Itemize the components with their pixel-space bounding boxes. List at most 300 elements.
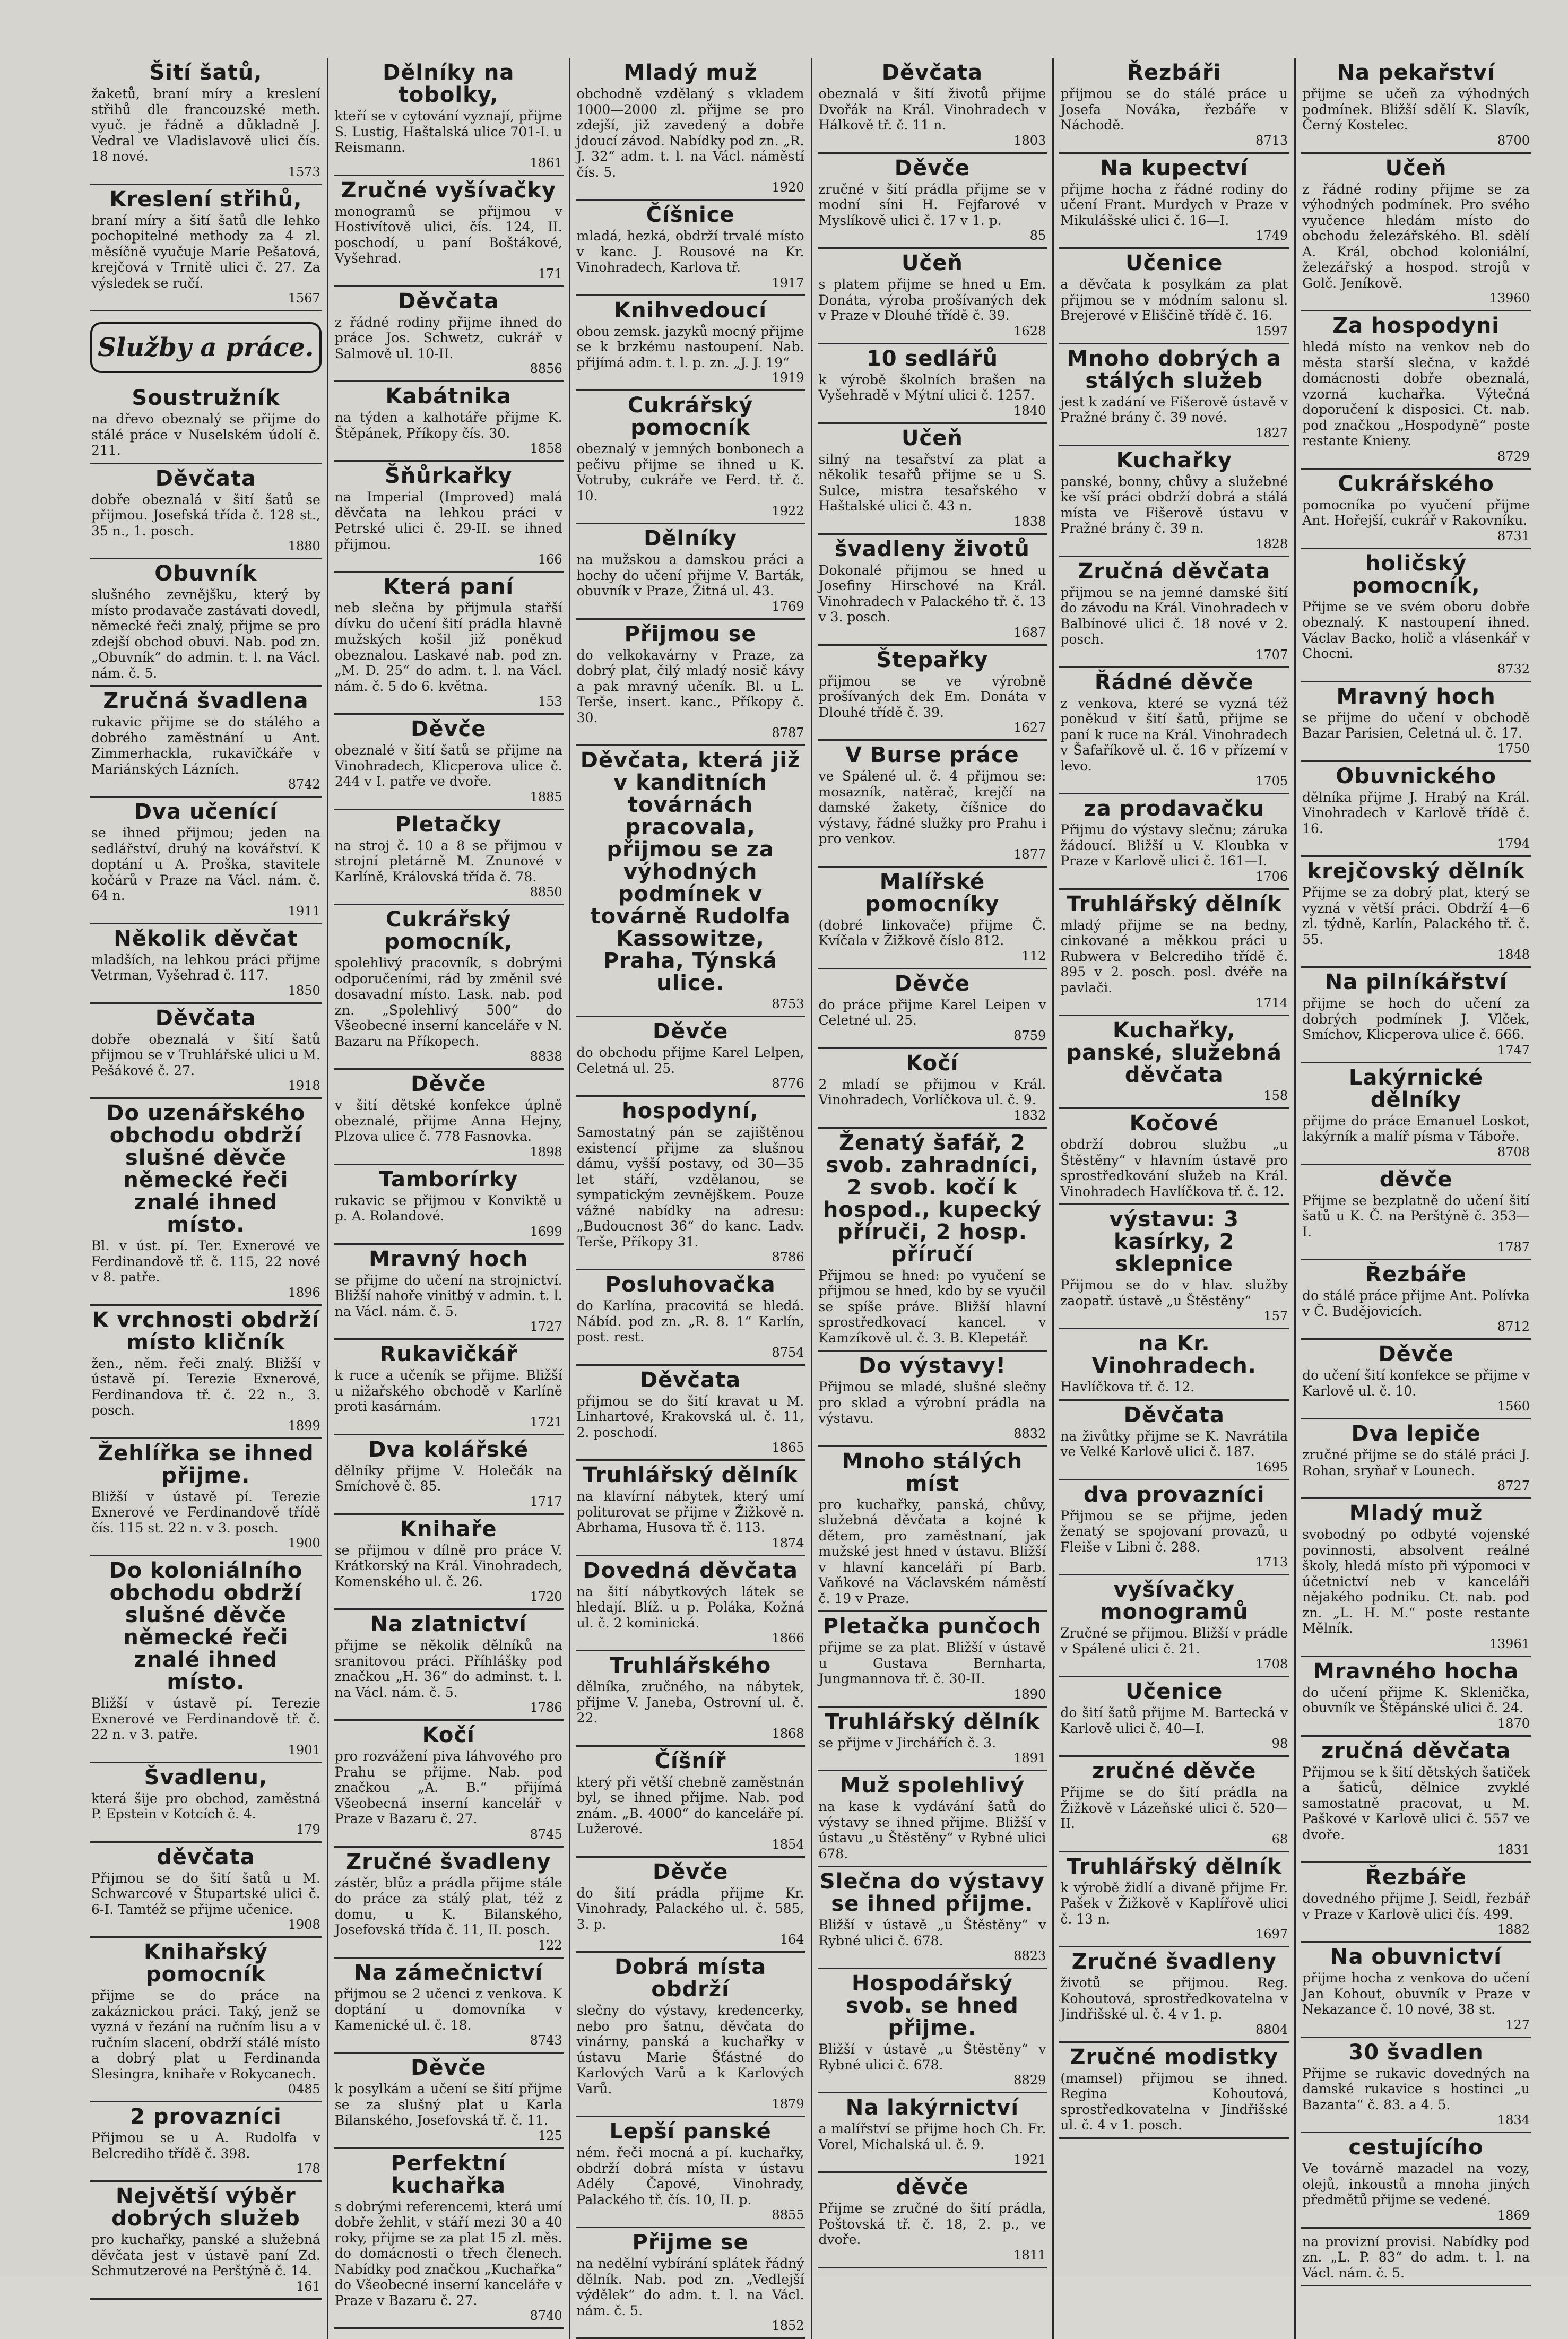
- ad-number: 8754: [772, 1345, 804, 1360]
- ad-title: Truhlářský dělník: [1066, 1854, 1282, 1879]
- ad-body: zástěr, blůz a prádla přijme stále do práce za stálý plat, též z domu, u K. Bilanského, Josefovská třída č. 11, II. posch.: [334, 1875, 562, 1937]
- ad-title: Na lakýrnictví: [845, 2095, 1019, 2120]
- ad-title: Zručná děvčata: [1078, 559, 1271, 584]
- ad-column: [1294, 58, 1536, 2339]
- ad-number: 1840: [1013, 403, 1046, 418]
- ad-body: obdrží dobrou službu „u Štěstěny“ v hlavním ústavě pro sprostředkování služeb na Král. Vinohradech Havlíčkova tř. č. 12.: [1060, 1137, 1288, 1199]
- ad-body: dělníky přijme V. Holečák na Smíchově č. 85.: [334, 1462, 562, 1494]
- ad-body: Přijmou se do šití šatů u M. Schwarcové v Štupartské ulici č. 6-I. Tamtéž se přijme učenice.: [91, 1870, 320, 1917]
- ad-title: Na zlatnictví: [370, 1612, 527, 1636]
- ad-column: [327, 58, 569, 2339]
- ad-body: na provizní provisi. Nabídky pod zn. „L. P. 83“ do adm. t. l. na Václ. nám. č. 5.: [1302, 2233, 1530, 2281]
- ad-body: dělníka, zručného, na nábytek, přijme V. Janeba, Ostrovní ul. č. 22.: [576, 1679, 804, 1726]
- ad-number: 1727: [530, 1319, 562, 1334]
- ad-number: 8727: [1497, 1478, 1530, 1493]
- ad-number: 1880: [288, 539, 320, 553]
- ad-body: žen., něm. řeči znalý. Bližší v ústavě pí. Terezie Exnerové, Ferdinandova tř. č. 22 n., 3. posch.: [91, 1355, 320, 1418]
- classified-ad: [818, 2093, 1047, 2173]
- ad-body: k posylkám a učení se šití přijme se za slušný plat u Karla Bilanského, Josefovská tř. č. 11.: [334, 2081, 562, 2128]
- ad-title: Učenice: [1125, 1679, 1223, 1704]
- ad-body: která šije pro obchod, zaměstná P. Epstein v Kotcích č. 4.: [91, 1790, 320, 1822]
- ad-body: přijme hocha z venkova do učení Jan Kohout, obuvník v Praze v Nekazance č. 10 nové, 38 st.: [1302, 1970, 1530, 2017]
- ad-body: na živůtky přijme se K. Navrátila ve Velké Karlově ulici č. 187.: [1060, 1428, 1288, 1459]
- classified-ad: [90, 687, 322, 798]
- ad-body: do práce přijme Karel Leipen v Celetné ul. 25.: [818, 997, 1046, 1028]
- classified-ad: [90, 185, 322, 312]
- classified-ad: [90, 1938, 322, 2102]
- ad-number: 1708: [1255, 1657, 1288, 1671]
- ad-body: s dobrými referencemi, která umí dobře žehlit, v stáří mezi 30 a 40 roky, přijme se za plat 15 zl. měs. do domácnosti o třech členech. Nabídky pod značkou „Kuchařka“ do Všeobecné inserní kanceláře v Praze v Bazaru č. 27.: [334, 2198, 562, 2308]
- ad-body: ve Spálené ul. č. 4 přijmou se: mosazník, natěrač, krejčí na damské žakety, číšnice do výstavy, řádné služky pro Prahu i pro venkov.: [818, 768, 1046, 846]
- ad-body: obeznalé v šití šatů se přijme na Vinohradech, Klicperova ulice č. 244 v I. patře ve dvoře.: [334, 742, 562, 789]
- ad-number: 1695: [1255, 1459, 1288, 1475]
- ad-body: přijme se učeň za výhodných podmínek. Bližší sdělí K. Slavík, Černý Kostelec.: [1302, 86, 1530, 133]
- ad-body: mladších, na lehkou práci přijme Vetrman, Vyšehrad č. 117.: [91, 951, 320, 983]
- ad-number: 8731: [1497, 528, 1530, 543]
- ad-number: 1827: [1255, 425, 1288, 440]
- ad-number: 1687: [1013, 625, 1046, 640]
- ad-number: 1898: [530, 1144, 562, 1159]
- classified-ad: [334, 462, 564, 573]
- ad-body: mladá, hezká, obdrží trvalé místo v kanc. J. Rousové na Kr. Vinohradech, Karlova tř.: [576, 228, 804, 275]
- classified-ad: [90, 559, 322, 687]
- ad-title: Pletačky: [395, 812, 502, 837]
- classified-ad: [576, 2228, 805, 2339]
- ad-number: 1628: [1013, 323, 1046, 339]
- ad-number: 0485: [288, 2082, 320, 2097]
- classified-ad: [818, 741, 1047, 868]
- ad-body: k výrobě školních brašen na Vyšehradě v Mýtní ulici č. 1257.: [818, 371, 1046, 403]
- classified-ad: [818, 1708, 1047, 1772]
- classified-ad: [818, 1969, 1047, 2093]
- ad-title: švadleny životů: [834, 536, 1030, 561]
- ad-number: 1794: [1497, 836, 1530, 851]
- ad-body: pro rozvážení piva láhvového pro Prahu se přijme. Nab. pod značkou „A. B.“ přijímá Všeobecná inserní kancelář v Praze v Bazaru č. 27.: [334, 1748, 562, 1826]
- ad-body: Přijmu do výstavy slečnu; záruka žádoucí. Bližší u V. Kloubka v Praze v Karlově ulici č. 161—I.: [1060, 822, 1288, 869]
- classified-ad: [1301, 1063, 1531, 1165]
- ad-title: Řezbáře: [1365, 1865, 1467, 1890]
- ad-body: do velkokavárny v Praze, za dobrý plat, čilý mladý nosič kávy a pak mravný učeník. Bl. u L. Terše, insert. kanc., Příkopy č. 30.: [576, 647, 804, 725]
- ad-body: přijme hocha z řádné rodiny do učení Frant. Murdych v Praze v Mikulášské ulici č. 16—I.: [1060, 181, 1288, 228]
- ad-title: Kočové: [1129, 1111, 1219, 1136]
- ad-title: Posluhovačka: [605, 1272, 776, 1297]
- ad-title: Lakýrnické dělníky: [1348, 1065, 1484, 1112]
- ad-body: Přijmou se hned: po vyučení se přijmou se hned, kdo by se vyučil se spíše práve. Bližší hlavní sprostředkovací kancel. v Kamzíkově ul. č. 3. B. Klepetář.: [818, 1267, 1046, 1346]
- ad-title: Truhlářský dělník: [1066, 891, 1282, 916]
- ad-body: spolehlivý pracovník, s dobrými odporučeními, rád by změnil své dosavadní místo. Lask. nab. pod zn. „Spolehlivý 500“ do Všeobecné inserní kanceláře v N. Bazaru na Příkopech.: [334, 955, 562, 1049]
- classified-ad: [334, 1340, 564, 1435]
- ad-title: Učeň: [902, 251, 963, 275]
- ad-number: 8742: [288, 777, 320, 792]
- ad-number: 8740: [530, 2308, 562, 2323]
- ad-body: Ve továrně mazadel na vozy, olejů, inkoustů a mnoha jiných předmětů přijme se vedené.: [1302, 2161, 1530, 2207]
- classified-ad: [1059, 446, 1289, 557]
- ad-body: Přijme se rukavic dovedných na damské rukavice s hostinci „u Bazanta“ č. 83. a 4. 5.: [1302, 2065, 1530, 2112]
- classified-ad: [818, 344, 1047, 424]
- ad-number: 1699: [530, 1224, 562, 1239]
- ad-body: silný na tesařství za plat a několik tesařů přijme se u S. Sulce, mistra tesařského v Haštalské ulici č. 43 n.: [818, 451, 1046, 514]
- classified-ad: [1059, 1947, 1289, 2043]
- ad-title: Zručné modistky: [1070, 2045, 1279, 2069]
- ad-title: Zručné švadleny: [346, 1849, 551, 1874]
- ad-body: na mužskou a damskou práci a hochy do učení přijme V. Barták, obuvník v Praze, Žitná ul. 43.: [576, 552, 804, 599]
- ad-title: Řezbáři: [1127, 60, 1222, 85]
- classified-ad: [1301, 549, 1531, 682]
- ad-column: [85, 58, 327, 2339]
- ad-title: Děvče: [652, 1019, 729, 1044]
- ad-title: Učenice: [1125, 251, 1223, 275]
- ad-body: přijmou se 2 učenci z venkova. K doptání u domovníka v Kamenické ul. č. 18.: [334, 1986, 562, 2033]
- ad-title: Žehlířka se ihned přijme.: [98, 1441, 314, 1488]
- ad-number: 8855: [772, 2207, 804, 2222]
- classified-ad: [1301, 682, 1531, 762]
- ad-number: 1899: [288, 1418, 320, 1433]
- ad-number: 157: [1263, 1309, 1288, 1323]
- ad-body: přijme se několik dělníků na sranitovou práci. Příhlášky pod značkou „H. 36“ do adminst. t. l. na Václ. nám. č. 5.: [334, 1638, 562, 1700]
- classified-ad: [334, 2149, 564, 2329]
- classified-ad: [1059, 1109, 1289, 1205]
- ad-number: 1707: [1255, 647, 1288, 662]
- ad-title: Obuvnického: [1336, 764, 1496, 789]
- classified-ad: [334, 287, 564, 383]
- ad-body: Bližší v ústavě „u Štěstěny“ v Rybné ulici č. 678.: [818, 1917, 1046, 1948]
- ad-body: Přijme se za dobrý plat, který se vyzná v větší práci. Obdrží 4—6 zl. týdně, Karlín, Palackého tř. č. 55.: [1302, 885, 1530, 947]
- ad-title: cestujícího: [1348, 2135, 1484, 2160]
- ad-number: 1769: [772, 599, 804, 614]
- ad-title: Mnoho stálých míst: [842, 1449, 1023, 1496]
- ad-title: Největší výběr dobrých služeb: [111, 2184, 300, 2231]
- ad-body: Bl. v úst. pí. Ter. Exnerové ve Ferdinandově tř. č. 115, 22 nové v 8. patře.: [91, 1238, 320, 1285]
- ad-body: k výrobě židlí a divaně přijme Fr. Pašek v Žižkově v Kaplířově ulici č. 13 n.: [1060, 1879, 1288, 1927]
- ad-title: Řezbáře: [1365, 1262, 1467, 1287]
- ad-number: 1831: [1497, 1842, 1530, 1857]
- ad-body: Přijmou se do v hlav. služby zaopatř. ústavě „u Štěstěny“: [1060, 1277, 1288, 1309]
- ad-title: Mravný hoch: [369, 1246, 529, 1271]
- ad-title: Truhlářský dělník: [825, 1709, 1040, 1734]
- classified-ad: [1059, 1575, 1289, 1677]
- ad-title: Mravného hocha: [1313, 1659, 1519, 1684]
- ad-title: vyšívačky monogramů: [1099, 1578, 1249, 1624]
- ad-title: Muž spolehlivý: [839, 1773, 1025, 1798]
- ad-body: braní míry a šití šatů dle lehko pochopitelné methody za 4 zl. měsíčně vyučuje Marie Pešatová, krejčová v Trnitě ulici č. 27. Za výsledek se ručí.: [91, 212, 320, 291]
- ad-number: 1882: [1497, 1922, 1530, 1937]
- ad-body: na týden a kalhotáře přijme K. Štěpánek, Příkopy čís. 30.: [334, 410, 562, 441]
- ad-body: Přijmou se k šití dětských šatiček a šaticů, dělnice zvyklé samostatně pracovat, u M. Paškové v Karlově ulici č. 557 ve dvoře.: [1302, 1764, 1530, 1842]
- ad-number: 8700: [1497, 133, 1530, 148]
- classified-ad: [90, 924, 322, 1004]
- ad-number: 8713: [1255, 133, 1288, 148]
- classified-ad: [334, 1245, 564, 1340]
- ad-body: a děvčata k posylkám za plat přijmou se v módním salonu sl. Brejerové v Eliščině třídě č. 16.: [1060, 276, 1288, 323]
- ad-title: Hospodářský svob. se hned přijme.: [846, 1971, 1019, 2040]
- ad-body: se přijme v Jirchářích č. 3.: [818, 1735, 997, 1751]
- ad-body: a malířství se přijme hoch Ch. Fr. Vorel, Michalská ul. č. 9.: [818, 2121, 1046, 2152]
- ad-body: přijmou se do šití kravat u M. Linhartové, Krakovská ul. č. 11, 2. poschodí.: [576, 1393, 804, 1440]
- ad-title: krejčovský dělník: [1307, 859, 1525, 883]
- ad-body: se přijmou v dílně pro práce V. Krátkorský na Král. Vinohradech, Komenského ul. č. 26.: [334, 1542, 562, 1589]
- ad-number: 112: [1021, 948, 1046, 964]
- ad-number: 8832: [1013, 1426, 1046, 1441]
- classified-ad: [1301, 1943, 1531, 2038]
- ad-body: na dřevo obeznalý se přijme do stálé práce v Nuselském údolí č. 211.: [91, 411, 320, 458]
- ad-body: se přijme do učení na strojnictví. Bližší nahoře vinitbý v admin. t. l. na Václ. nám. č. 5.: [334, 1272, 562, 1319]
- ad-title: Děvče: [652, 1859, 729, 1884]
- classified-ad: [90, 2102, 322, 2182]
- ad-number: 1747: [1497, 1042, 1530, 1058]
- ad-title: V Burse práce: [845, 743, 1019, 767]
- ad-title: Malířské pomocníky: [865, 869, 1000, 916]
- ad-number: 1750: [1497, 741, 1530, 756]
- classified-ad: [576, 1270, 805, 1366]
- ad-number: 1874: [772, 1535, 804, 1550]
- classified-ad: [1059, 557, 1289, 668]
- ad-title: Lepší panské: [609, 2119, 772, 2144]
- classified-ad: [1301, 1863, 1531, 1943]
- ad-number: 1567: [288, 291, 320, 306]
- ad-number: 179: [296, 1822, 320, 1837]
- ad-number: 1560: [1497, 1399, 1530, 1414]
- ad-body: Zručné se přijmou. Bližší v prádle v Spálené ulici č. 21.: [1060, 1625, 1288, 1657]
- classified-ad: [576, 201, 805, 296]
- ad-body: dobře obeznalá v šití šatů se přijmou. Josefská třída č. 128 st., 35 n., 1. posch.: [91, 491, 320, 539]
- ad-body: Přijmou se mladé, slušné slečny pro sklad a výrobní prádla na výstavu.: [818, 1379, 1046, 1426]
- ad-number: 125: [538, 2128, 562, 2143]
- ad-number: 1921: [1013, 2152, 1046, 2167]
- classified-ad: [1301, 1165, 1531, 1261]
- classified-ad: [576, 1858, 805, 1953]
- classified-ad: [576, 391, 805, 524]
- ad-number: 1900: [288, 1536, 320, 1550]
- ad-body: kteří se v cytování vyznají, přijme S. Lustig, Haštalská ulice 701-I. u Reismann.: [334, 108, 562, 155]
- classified-ad: [334, 1848, 564, 1959]
- ad-number: 1885: [530, 789, 562, 804]
- ad-title: Rukavičkář: [379, 1342, 518, 1366]
- ad-title: Přijme se: [632, 2230, 749, 2255]
- ad-number: 1832: [1013, 1107, 1046, 1123]
- ad-title: Na zámečnictví: [354, 1960, 543, 1985]
- ad-number: 1918: [288, 1078, 320, 1093]
- ad-title: Přijmou se: [624, 621, 757, 646]
- ad-title: Kreslení střihů,: [109, 187, 302, 212]
- ad-body: hledá místo na venkov neb do města starší slečna, v každé domácnosti dobře obeznalá, vzorná kuchařka. Výtečná doporučení k disposici. Ct. nab. pod značkou „Hospodyně“ poste restante Knieny.: [1302, 339, 1530, 448]
- ad-title: Na obuvnictví: [1330, 1945, 1502, 1969]
- ad-number: 122: [538, 1937, 562, 1953]
- ad-title: Truhlářského: [609, 1653, 772, 1678]
- classified-ad: [1059, 154, 1289, 249]
- ad-title: Perfektní kuchařka: [391, 2151, 507, 2198]
- ad-title: 30 švadlen: [1348, 2040, 1484, 2065]
- classified-ad: [334, 905, 564, 1070]
- classified-ad: [1059, 249, 1289, 344]
- ad-number: 8850: [530, 885, 562, 899]
- ad-body: z venkova, které se vyzná též poněkud v šití šatů, přijme se paní k ruce na Král. Vinohradech v Šafaříkově ul. č. 16 v přízemí v levo.: [1060, 695, 1288, 774]
- ad-number: 1838: [1013, 514, 1046, 529]
- classified-ad: [90, 1556, 322, 1763]
- ad-body: do šití prádla přijme Kr. Vinohrady, Palackého ul. č. 585, 3. p.: [576, 1885, 804, 1932]
- ad-body: Bližší v ústavě „u Štěstěny“ v Rybné ulici č. 678.: [818, 2041, 1046, 2073]
- ad-title: Zručné vyšívačky: [341, 178, 557, 203]
- ad-body: na kase k vydávání šatů do výstavy se ihned přijme. Bližší v ústavu „u Štěstěny“ v Rybné ulici 678.: [818, 1799, 1046, 1861]
- ad-number: 164: [779, 1932, 804, 1947]
- ad-number: 8743: [530, 2033, 562, 2048]
- ad-body: přijmou se na jemné damské šití do závodu na Král. Vinohradech v Balbínové ulici č. 18 nové v 2. posch.: [1060, 584, 1288, 647]
- ad-title: Cukrářský pomocník,: [384, 907, 513, 954]
- ad-number: 8838: [530, 1049, 562, 1064]
- classified-ad: [334, 1959, 564, 2054]
- ad-title: Číšnice: [646, 203, 735, 227]
- ad-number: 13961: [1489, 1636, 1530, 1651]
- ad-title: Děvčata: [881, 60, 983, 85]
- ad-body: v šití dětské konfekce úplně obeznalé, přijme Anna Hejny, Plzova ulice č. 778 Fasnovka.: [334, 1097, 562, 1144]
- ad-number: 1866: [772, 1631, 804, 1645]
- ad-body: dovedného přijme J. Seidl, řezbář v Praze v Karlově ulici čís. 499.: [1302, 1891, 1530, 1922]
- ad-body: zručné přijme se do stálé práci J. Rohan, sryňař v Lounech.: [1302, 1447, 1530, 1478]
- ad-column: [811, 58, 1053, 2339]
- ad-title: Šití šatů,: [149, 60, 263, 85]
- ad-body: (mamsel) přijmou se ihned. Regina Kohoutová, sprostředkovatelna v Jindřišské ul. č. 4 v 1. posch.: [1060, 2070, 1288, 2133]
- classified-ad: [576, 1556, 805, 1652]
- ad-number: 1717: [530, 1494, 562, 1509]
- ad-number: 1627: [1013, 720, 1046, 735]
- ad-number: 98: [1271, 1736, 1288, 1751]
- ad-title: na Kr. Vinohradech.: [1091, 1331, 1257, 1378]
- classified-ad: [334, 1070, 564, 1165]
- classified-ad: [818, 1867, 1047, 1969]
- classified-ad: [1301, 762, 1531, 857]
- classified-ad: [1059, 1329, 1289, 1401]
- ad-title: Děvče: [894, 971, 971, 996]
- ad-title: Knihaře: [400, 1517, 497, 1541]
- classified-ad: [90, 1843, 322, 1938]
- ad-title: děvče: [1379, 1167, 1453, 1192]
- ad-title: Mnoho dobrých a stálých služeb: [1067, 346, 1281, 393]
- ad-title: Soustružník: [132, 386, 280, 410]
- ad-body: přijmou se ve výrobně prošívaných dek Em. Donáta v Dlouhé třídě č. 39.: [818, 673, 1046, 720]
- ad-body: pro kuchařky, panské a služebná děvčata jest v ústavě paní Zd. Schmutzerové na Perštýně č. 14.: [91, 2232, 320, 2279]
- classified-ad: [1301, 1657, 1531, 1737]
- ad-body: na nedělní vybírání splátek řádný dělník. Nab. pod zn. „Vedlejší výdělek“ do adm. t. l. na Václ. nám. č. 5.: [576, 2256, 804, 2318]
- ad-body: žaketů, braní míry a kreslení střihů dle francouzské meth. vyuč. je řádně a důkladně J. Vedral ve Vladislavově ulici čís. 18 nové.: [91, 86, 320, 164]
- ad-body: slušného zevnějšku, který by místo prodavače zastávati dovedl, německé řeči znalý, přijme se pro zdejší obchod obuvi. Nab. pod zn. „Obuvník“ do admin. t. l. na Václ. nám. č. 5.: [91, 587, 320, 681]
- ad-body: dělníka přijme J. Hrabý na Král. Vinohradech v Karlově třídě č. 16.: [1302, 789, 1530, 836]
- ad-title: Děvče: [894, 155, 971, 180]
- ad-title: Děvčata: [155, 1006, 257, 1030]
- classified-ad: [334, 2054, 564, 2149]
- classified-ad: [1301, 857, 1531, 968]
- ad-title: Děvčata: [639, 1367, 741, 1392]
- ad-title: Cukrářský pomocník: [627, 393, 753, 440]
- classified-ad: [1301, 1340, 1531, 1419]
- ad-body: přijmou se do stálé práce u Josefa Nováka, řezbáře v Náchodě.: [1060, 86, 1288, 133]
- classified-ad: [334, 715, 564, 810]
- classified-ad: [334, 1721, 564, 1848]
- classified-ad: [1059, 1677, 1289, 1757]
- classified-ad: [1059, 2043, 1289, 2139]
- ad-body: přijme se hoch do učení za dobrých podmínek J. Vlček, Smíchov, Klicperova ulice č. 666.: [1302, 995, 1530, 1042]
- ad-title: K vrchnosti obdrží místo kličník: [92, 1307, 320, 1355]
- ad-body: obeznalá v šití životů přijme Dvořák na Král. Vinohradech v Hálkově tř. č. 11 n.: [818, 86, 1046, 133]
- ad-body: obeznalý v jemných bonbonech a pečivu přijme se ihned u K. Votruby, cukráře ve Ferd. tř. č. 10.: [576, 441, 804, 504]
- ad-body: Přijme se ve svém oboru dobře obeznalý. K nastoupení ihned. Václav Backo, holič a vlásenkář v Chocni.: [1302, 599, 1530, 661]
- ad-title: Na pekařství: [1337, 60, 1495, 85]
- ad-number: 1697: [1255, 1927, 1288, 1942]
- ad-body: do Karlína, pracovitá se hledá. Nábíd. pod zn. „R. 8. 1“ Karlín, post. rest.: [576, 1298, 804, 1345]
- ad-body: s platem přijme se hned u Em. Donáta, výroba prošívaných dek v Praze v Dlouhé třídě č. 39.: [818, 276, 1046, 323]
- ad-title: Kuchařky: [1116, 448, 1232, 473]
- ad-number: 8732: [1497, 661, 1530, 677]
- ad-title: Tamborírky: [378, 1167, 518, 1192]
- ad-number: 1922: [772, 504, 804, 518]
- ad-title: Do koloniálního obchodu obdrží slušné děvče německé řeči znalé ihned místo.: [109, 1558, 303, 1694]
- ad-body: z řádné rodiny přijme ihned do práce Jos. Schwetz, cukrář v Salmově ul. 10-II.: [334, 314, 562, 361]
- ad-title: Pletačka punčoch: [822, 1614, 1042, 1639]
- ad-title: Kuchařky, panské, služebná děvčata: [1066, 1018, 1282, 1087]
- ad-title: Štepařky: [876, 647, 989, 672]
- classified-ad: [1301, 2038, 1531, 2134]
- ad-number: 68: [1271, 1831, 1288, 1847]
- ad-number: 1870: [1497, 1716, 1530, 1731]
- ad-number: 1854: [772, 1836, 804, 1852]
- classified-ad: [576, 524, 805, 620]
- ad-number: 127: [1505, 2017, 1530, 2032]
- ad-body: do učení přijme K. Sklenička, obuvník ve Štěpánské ulici č. 24.: [1302, 1684, 1530, 1716]
- ad-number: 171: [538, 266, 562, 281]
- ad-title: za prodavačku: [1084, 796, 1264, 821]
- ad-title: Ženatý šafář, 2 svob. zahradníci, 2 svob. kočí k hospod., kupecký příruči, 2 hosp. příručí: [822, 1130, 1042, 1267]
- ad-number: 8759: [1013, 1028, 1046, 1043]
- classified-ad: [334, 58, 564, 176]
- classified-ad: [818, 969, 1047, 1049]
- ad-number: 1868: [772, 1726, 804, 1741]
- ad-number: 85: [1029, 228, 1046, 243]
- ad-title: Na pilníkářství: [1324, 970, 1508, 994]
- classified-ad: [1059, 1852, 1289, 1948]
- ad-title: Mladý muž: [1349, 1501, 1483, 1526]
- ad-body: slečny do výstavy, kredencerky, nebo pro šatnu, děvčata do vinárny, panská a kuchařky v ústavu Marie Šťástné do Karlových Varů a k Karlových Varů.: [576, 2003, 804, 2097]
- ad-number: 1917: [772, 275, 804, 290]
- ad-title: Která paní: [383, 575, 514, 599]
- ad-title: Zručná švadlena: [103, 689, 309, 713]
- ad-body: který při větší chebně zaměstnán byl, se ihned přijme. Nab. pod znám. „B. 4000“ do kanceláře pí. Lužerové.: [576, 1774, 804, 1836]
- ad-title: Dva lepiče: [1351, 1422, 1481, 1446]
- classified-ad: [576, 1651, 805, 1747]
- ad-body: na klavírní nábytek, který umí politurovat se přijme v Žižkově n. Abrhama, Husova tř. č. 113.: [576, 1488, 804, 1535]
- classified-ad: [1301, 154, 1531, 312]
- ad-body: Samostatný pán se zajištěnou existencí přijme za slušnou dámu, vyšší postavy, od 30—35 let stáří, vzdělanou, se sympatickým zevnějškem. Pouze vážné nabídky na adresu: „Budoucnost 36“ do kanc. Ladv. Terše, Příkopy 31.: [576, 1124, 804, 1250]
- ad-number: 1901: [288, 1742, 320, 1757]
- ad-title: Děvčata: [155, 466, 257, 491]
- ad-number: 8786: [772, 1250, 804, 1264]
- ad-title: Kočí: [906, 1051, 959, 1076]
- ad-title: Děvčata: [398, 289, 499, 314]
- ad-body: se ihned přijmou; jeden na sedlářství, druhý na kovářství. K doptání u A. Proška, stavitele kočárů v Praze na Václ. nám. č. 64 n.: [91, 825, 320, 903]
- ad-title: Na kupectví: [1100, 155, 1249, 180]
- ad-body: na stroj č. 10 a 8 se přijmou v strojní pletárně M. Znunové v Karlíně, Královská třída č. 78.: [334, 837, 562, 885]
- ad-body: Dokonalé přijmou se hned u Josefiny Hirschové na Král. Vinohradech v Palackého tř. č. 13 v 3. posch.: [818, 562, 1046, 625]
- ad-number: 1852: [772, 2318, 804, 2333]
- classified-ad: [1059, 794, 1289, 890]
- ad-number: 1828: [1255, 536, 1288, 551]
- ad-body: Havlíčkova tř. č. 12.: [1060, 1379, 1195, 1394]
- ad-title: Knihvedoucí: [614, 298, 767, 323]
- ad-title: Obuvník: [154, 561, 257, 586]
- ad-number: 1850: [288, 983, 320, 998]
- ad-number: 1877: [1013, 846, 1046, 862]
- classified-ad: [90, 464, 322, 560]
- classified-ad: [90, 1439, 322, 1557]
- ad-number: 1811: [1013, 2247, 1046, 2263]
- ad-title: Dělníky: [644, 526, 738, 551]
